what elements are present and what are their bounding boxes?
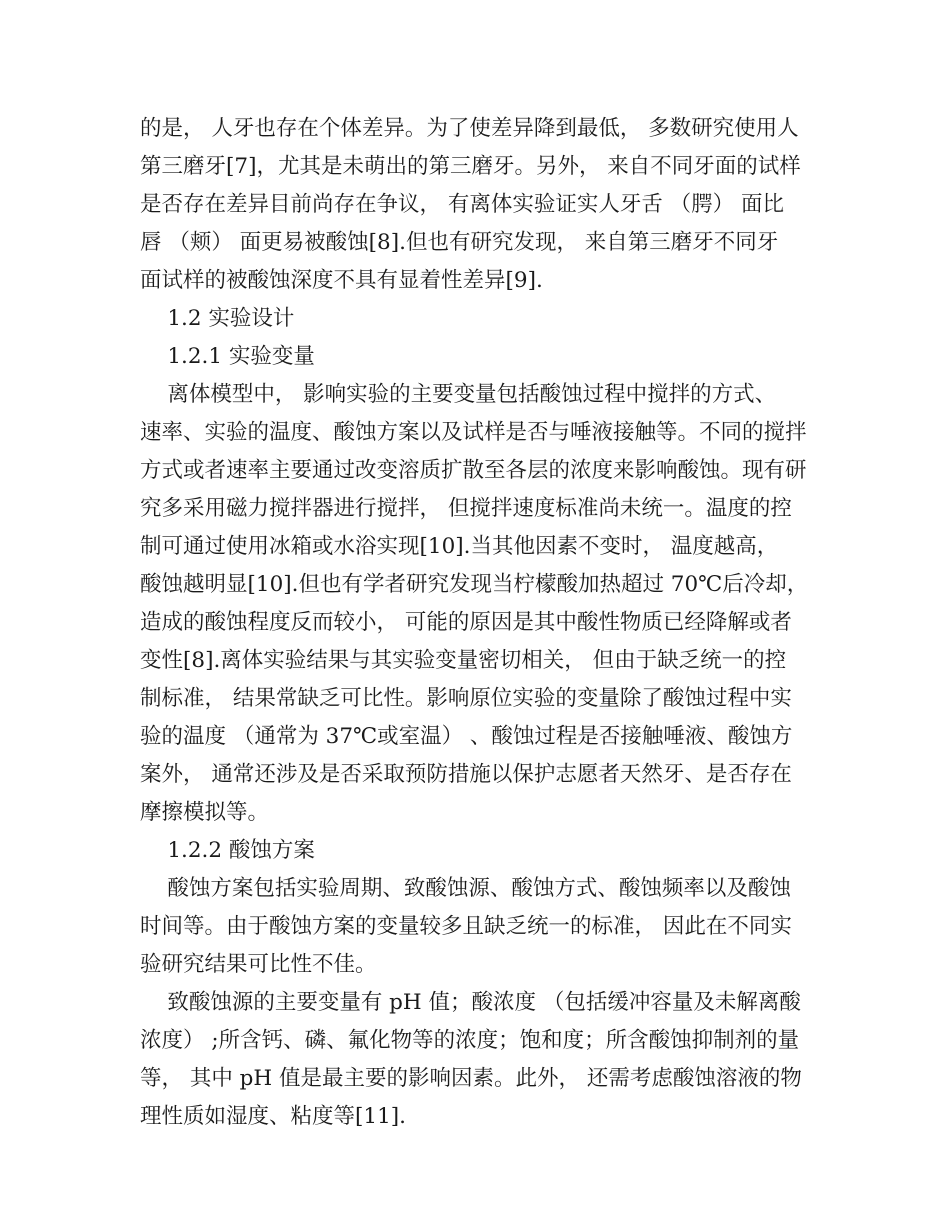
text-line: 方式或者速率主要通过改变溶质扩散至各层的浓度来影响酸蚀。现有研 (140, 458, 807, 483)
text-line: 速率、实验的温度、酸蚀方案以及试样是否与唾液接触等。不同的搅拌 (140, 420, 807, 445)
text-line: 等， 其中 pH 值是最主要的影响因素。此外， 还需考虑酸蚀溶液的物 (140, 1066, 802, 1091)
text-line: 第三磨牙[7]，尤其是未萌出的第三磨牙。另外， 来自不同牙面的试样 (140, 154, 801, 179)
text-line: 验研究结果可比性不佳。 (140, 952, 377, 977)
text-line: 酸蚀方案包括实验周期、致酸蚀源、酸蚀方式、酸蚀频率以及酸蚀 (140, 876, 791, 901)
text-line: 浓度） ;所含钙、磷、氟化物等的浓度；饱和度；所含酸蚀抑制剂的量 (140, 1028, 800, 1053)
text-line: 致酸蚀源的主要变量有 pH 值；酸浓度 （包括缓冲容量及未解离酸 (140, 990, 801, 1015)
text-line: 制标准， 结果常缺乏可比性。影响原位实验的变量除了酸蚀过程中实 (140, 686, 792, 711)
body-text (140, 110, 820, 1136)
text-line: 理性质如湿度、粘度等[11]. (140, 1104, 406, 1129)
text-line: 验的温度 （通常为 37℃或室温） 、酸蚀过程是否接触唾液、酸蚀方 (140, 724, 793, 749)
text-line: 变性[8].离体实验结果与其实验变量密切相关， 但由于缺乏统一的控 (140, 648, 787, 673)
text-line: 究多采用磁力搅拌器进行搅拌， 但搅拌速度标准尚未统一。温度的控 (140, 496, 792, 521)
text-line: 离体模型中， 影响实验的主要变量包括酸蚀过程中搅拌的方式、 (140, 382, 777, 407)
text-line: 酸蚀越明显[10].但也有学者研究发现当柠檬酸加热超过 70℃后冷却， (140, 572, 809, 597)
text-line: 摩擦模拟等。 (140, 800, 270, 825)
text-line: 的是， 人牙也存在个体差异。为了使差异降到最低， 多数研究使用人 (140, 116, 799, 141)
text-line: 是否存在差异目前尚存在争议， 有离体实验证实人牙舌 （腭） 面比 (140, 192, 785, 217)
text-line: 时间等。由于酸蚀方案的变量较多且缺乏统一的标准， 因此在不同实 (140, 914, 792, 939)
text-line: 案外， 通常还涉及是否采取预防措施以保护志愿者天然牙、是否存在 (140, 762, 792, 787)
subsection-heading: 1.2.2 酸蚀方案 (140, 838, 315, 863)
subsection-heading: 1.2.1 实验变量 (140, 344, 315, 369)
text-line: 造成的酸蚀程度反而较小， 可能的原因是其中酸性物质已经降解或者 (140, 610, 792, 635)
text-line: 面试样的被酸蚀深度不具有显着性差异[9]. (140, 268, 543, 293)
text-line: 制可通过使用冰箱或水浴实现[10].当其他因素不变时， 温度越高， (140, 534, 779, 559)
section-heading: 1.2 实验设计 (140, 306, 295, 331)
text-line: 唇 （颊） 面更易被酸蚀[8].但也有研究发现， 来自第三磨牙不同牙 (140, 230, 779, 255)
